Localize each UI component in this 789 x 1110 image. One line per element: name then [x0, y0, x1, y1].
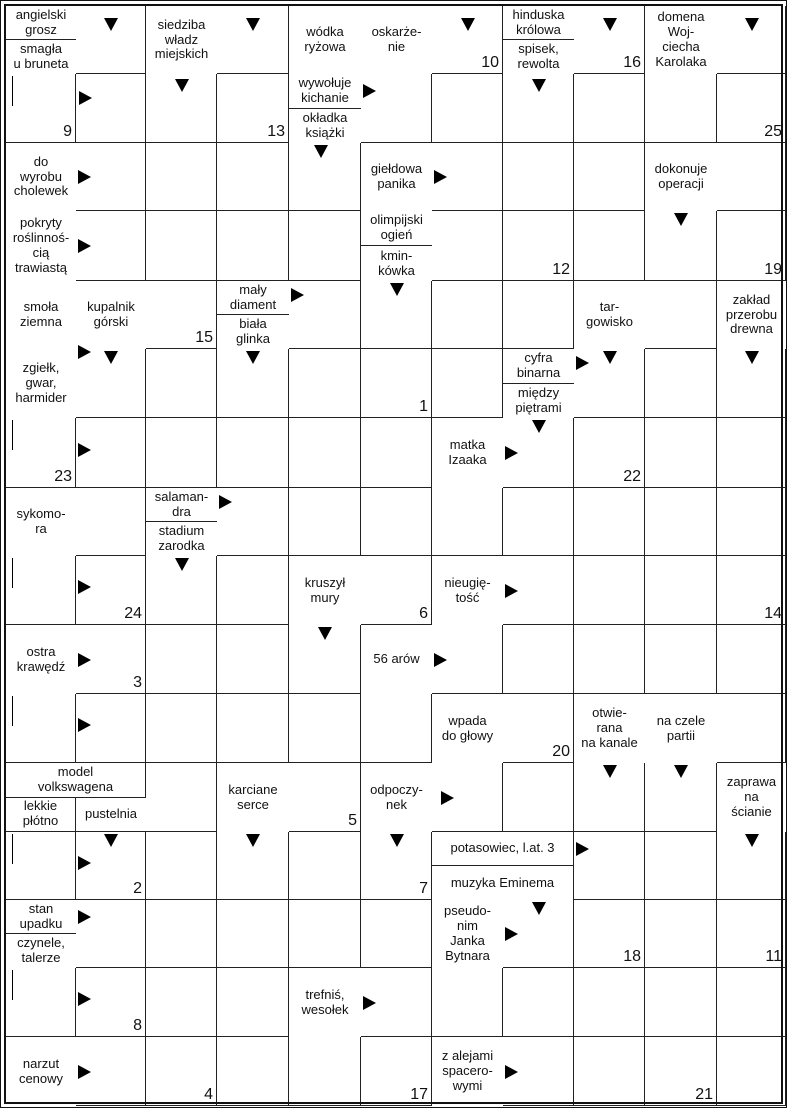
grid-cell[interactable] [432, 211, 503, 281]
clue-cell: kupalnik górski [76, 281, 146, 349]
arrow-bend-icon [12, 834, 13, 864]
clue-cell: do wyrobu cholewek [6, 143, 76, 211]
arrow-right-icon [78, 992, 91, 1006]
clue-cell: potasowiec, l.at. 3 [432, 832, 574, 866]
answer-number: 6 [419, 605, 428, 622]
arrow-down-icon [104, 834, 118, 847]
grid-cell[interactable] [146, 900, 217, 968]
clue-cell: otwie- rana na kanale [574, 694, 645, 763]
arrow-right-icon [363, 996, 376, 1010]
arrow-right-icon [434, 170, 447, 184]
clue-cell: ostra krawędź [6, 625, 76, 694]
answer-number: 21 [695, 1086, 713, 1103]
grid-cell[interactable] [503, 143, 574, 211]
grid-cell[interactable] [146, 832, 217, 900]
grid-cell[interactable] [6, 556, 76, 625]
grid-cell[interactable] [6, 694, 76, 763]
clue-cell: cyfra binarna [503, 349, 574, 384]
arrow-down-icon [318, 627, 332, 640]
arrow-down-icon [745, 351, 759, 364]
arrow-down-icon [603, 18, 617, 31]
arrow-down-icon [246, 18, 260, 31]
grid-cell[interactable] [432, 74, 503, 143]
clue-cell: lekkie płótno [6, 798, 76, 833]
clue-cell: matka Izaaka [432, 418, 503, 488]
grid-cell[interactable] [361, 694, 432, 763]
answer-number: 23 [54, 468, 72, 485]
grid-cell[interactable] [645, 556, 717, 625]
grid-cell[interactable] [645, 349, 717, 418]
arrow-down-icon [603, 351, 617, 364]
arrow-right-icon [78, 856, 91, 870]
clue-cell: wywołuje kichanie [289, 74, 361, 109]
answer-number: 22 [623, 468, 641, 485]
clue-cell: na czele partii [645, 694, 717, 763]
arrow-bend-icon [12, 696, 13, 726]
clue-cell: dokonuje operacji [645, 143, 717, 211]
grid-cell[interactable] [717, 1037, 786, 1106]
grid-cell[interactable] [645, 74, 717, 143]
grid-cell[interactable] [574, 1037, 645, 1106]
arrow-right-icon [219, 495, 232, 509]
grid-cell[interactable] [217, 1037, 289, 1106]
grid-cell[interactable] [361, 418, 432, 488]
clue-cell: angielski grosz [6, 6, 76, 40]
clue-cell: wpada do głowy [432, 694, 503, 763]
grid-cell[interactable] [574, 211, 645, 281]
arrow-right-icon [576, 356, 589, 370]
grid-cell[interactable] [645, 900, 717, 968]
clue-cell: smoła ziemna [6, 281, 76, 349]
grid-cell[interactable] [289, 832, 361, 900]
grid-cell[interactable] [146, 694, 217, 763]
arrow-right-icon [505, 446, 518, 460]
clue-cell: siedziba władz miejskich [146, 6, 217, 74]
clue-cell: nieugię- tość [432, 556, 503, 625]
clue-cell: olimpijski ogień [361, 211, 432, 246]
clue-cell: zakład przerobu drewna [717, 281, 786, 349]
grid-cell[interactable] [146, 211, 217, 281]
clue-cell: pokryty roślinnoś- cią trawiastą [6, 211, 76, 281]
clue-cell: okładka książki [289, 109, 361, 144]
arrow-down-icon [461, 18, 475, 31]
grid-cell[interactable] [432, 281, 503, 349]
arrow-down-icon [603, 765, 617, 778]
grid-cell[interactable] [645, 418, 717, 488]
clue-cell: kmin- kówka [361, 246, 432, 281]
arrow-bend-icon [12, 970, 13, 1000]
arrow-right-icon [505, 927, 518, 941]
clue-cell: kruszył mury [289, 556, 361, 625]
grid-cell[interactable] [645, 968, 717, 1037]
clue-cell: wódka ryżowa [289, 6, 361, 74]
grid-cell[interactable] [503, 625, 574, 694]
answer-number: 19 [764, 261, 782, 278]
arrow-right-icon [505, 1065, 518, 1079]
clue-cell: czynele, talerze [6, 934, 76, 968]
arrow-down-icon [175, 558, 189, 571]
grid-cell[interactable] [217, 900, 289, 968]
arrow-down-icon [104, 351, 118, 364]
clue-cell: stan upadku [6, 900, 76, 934]
grid-cell[interactable] [574, 74, 645, 143]
arrow-right-icon [78, 345, 91, 359]
grid-cell[interactable] [146, 349, 217, 418]
clue-cell: model volkswagena [6, 763, 146, 798]
grid-cell[interactable] [289, 211, 361, 281]
arrow-right-icon [78, 653, 91, 667]
clue-cell: stadium zarodka [146, 522, 217, 556]
grid-cell[interactable] [217, 556, 289, 625]
arrow-right-icon [78, 580, 91, 594]
answer-number: 14 [764, 605, 782, 622]
grid-cell[interactable] [717, 625, 786, 694]
grid-cell[interactable] [6, 832, 76, 900]
arrow-right-icon [291, 288, 304, 302]
grid-cell[interactable] [645, 832, 717, 900]
grid-cell[interactable] [217, 211, 289, 281]
arrow-bend-icon [12, 76, 13, 106]
answer-number: 1 [419, 398, 428, 415]
arrow-down-icon [175, 79, 189, 92]
arrow-right-icon [78, 1065, 91, 1079]
grid-cell[interactable] [289, 349, 361, 418]
arrow-down-icon [745, 18, 759, 31]
grid-cell[interactable] [574, 143, 645, 211]
grid-cell[interactable] [6, 968, 76, 1037]
grid-cell[interactable] [217, 143, 289, 211]
answer-number: 9 [63, 123, 72, 140]
arrow-right-icon [363, 84, 376, 98]
arrow-down-icon [246, 351, 260, 364]
clue-cell: giełdowa panika [361, 143, 432, 211]
arrow-bend-icon [12, 558, 13, 588]
answer-number: 13 [267, 123, 285, 140]
grid-cell[interactable] [717, 143, 786, 211]
grid-cell[interactable] [146, 625, 217, 694]
clue-cell: pustelnia [76, 798, 146, 833]
clue-cell: karciane serce [217, 763, 289, 832]
arrow-down-icon [532, 420, 546, 433]
arrow-down-icon [390, 283, 404, 296]
clue-cell: tar- gowisko [574, 281, 645, 349]
clue-cell: pseudo- nim Janka Bytnara [432, 900, 503, 968]
grid-cell[interactable] [217, 694, 289, 763]
answer-number: 7 [419, 880, 428, 897]
clue-cell: narzut cenowy [6, 1037, 76, 1106]
arrow-down-icon [532, 902, 546, 915]
answer-number: 16 [623, 54, 641, 71]
grid-cell[interactable] [289, 694, 361, 763]
grid-cell[interactable] [717, 6, 786, 74]
arrow-right-icon [78, 443, 91, 457]
grid-cell[interactable] [645, 281, 717, 349]
grid-cell[interactable] [76, 74, 146, 143]
grid-cell[interactable] [717, 488, 786, 556]
clue-cell: zaprawa na ścianie [717, 763, 786, 832]
grid-cell[interactable] [146, 143, 217, 211]
answer-number: 18 [623, 948, 641, 965]
grid-cell[interactable] [503, 763, 574, 832]
arrow-down-icon [314, 145, 328, 158]
arrow-down-icon [674, 213, 688, 226]
clue-cell: muzyka Eminema [432, 866, 574, 900]
answer-number: 2 [133, 880, 142, 897]
grid-cell[interactable] [289, 488, 361, 556]
grid-cell[interactable] [645, 625, 717, 694]
grid-cell[interactable] [432, 488, 503, 556]
grid-cell[interactable] [574, 968, 645, 1037]
grid-cell[interactable] [217, 6, 289, 74]
grid-cell[interactable] [217, 418, 289, 488]
clue-cell: z alejami spacero- wymi [432, 1037, 503, 1106]
grid-cell[interactable] [717, 418, 786, 488]
answer-number: 25 [764, 123, 782, 140]
clue-cell: między piętrami [503, 384, 574, 419]
grid-cell[interactable] [289, 418, 361, 488]
arrow-right-icon [78, 239, 91, 253]
arrow-right-icon [78, 718, 91, 732]
clue-cell: spisek, rewolta [503, 40, 574, 74]
clue-cell: biała glinka [217, 315, 289, 349]
grid-cell[interactable] [503, 968, 574, 1037]
grid-cell[interactable] [717, 968, 786, 1037]
arrow-down-icon [674, 765, 688, 778]
grid-cell[interactable] [503, 488, 574, 556]
grid-cell[interactable] [361, 900, 432, 968]
clue-cell: hinduska królowa [503, 6, 574, 40]
clue-cell: zgiełk, gwar, harmider [6, 349, 76, 418]
grid-cell[interactable] [76, 6, 146, 74]
clue-cell: trefniś, wesołek [289, 968, 361, 1037]
arrow-bend-icon [12, 420, 13, 450]
grid-cell[interactable] [146, 968, 217, 1037]
grid-cell[interactable] [289, 900, 361, 968]
clue-cell: 56 arów [361, 625, 432, 694]
arrow-right-icon [78, 910, 91, 924]
answer-number: 11 [765, 948, 782, 965]
grid-cell[interactable] [289, 1037, 361, 1106]
grid-cell[interactable] [574, 556, 645, 625]
grid-cell[interactable] [645, 488, 717, 556]
clue-cell: mały diament [217, 281, 289, 315]
grid-cell[interactable] [217, 625, 289, 694]
arrow-down-icon [532, 79, 546, 92]
answer-number: 24 [124, 605, 142, 622]
clue-cell: odpoczy- nek [361, 763, 432, 832]
grid-cell[interactable] [717, 694, 786, 763]
arrow-right-icon [441, 791, 454, 805]
grid-cell[interactable] [76, 488, 146, 556]
grid-cell[interactable] [432, 968, 503, 1037]
grid-cell[interactable] [146, 418, 217, 488]
arrow-right-icon [79, 91, 92, 105]
grid-cell[interactable] [361, 488, 432, 556]
answer-number: 5 [348, 812, 357, 829]
arrow-down-icon [104, 18, 118, 31]
grid-cell[interactable] [574, 625, 645, 694]
answer-number: 12 [552, 261, 570, 278]
grid-cell[interactable] [574, 488, 645, 556]
clue-cell: salaman- dra [146, 488, 217, 522]
arrow-right-icon [505, 584, 518, 598]
clue-cell: smagła u bruneta [6, 40, 76, 74]
arrow-down-icon [390, 834, 404, 847]
answer-number: 20 [552, 743, 570, 760]
clue-cell: oskarże- nie [361, 6, 432, 74]
answer-number: 4 [204, 1086, 213, 1103]
answer-number: 17 [410, 1086, 428, 1103]
answer-number: 10 [481, 54, 499, 71]
grid-cell[interactable] [503, 281, 574, 349]
arrow-right-icon [78, 170, 91, 184]
answer-number: 3 [133, 674, 142, 691]
arrow-down-icon [246, 834, 260, 847]
answer-number: 15 [195, 329, 213, 346]
grid-cell[interactable] [146, 763, 217, 832]
grid-cell[interactable] [217, 968, 289, 1037]
answer-number: 8 [133, 1017, 142, 1034]
grid-cell[interactable] [432, 349, 503, 418]
arrow-right-icon [434, 653, 447, 667]
clue-cell: domena Woj- ciecha Karolaka [645, 6, 717, 74]
clue-cell: sykomo- ra [6, 488, 76, 556]
arrow-down-icon [745, 834, 759, 847]
arrow-right-icon [576, 842, 589, 856]
